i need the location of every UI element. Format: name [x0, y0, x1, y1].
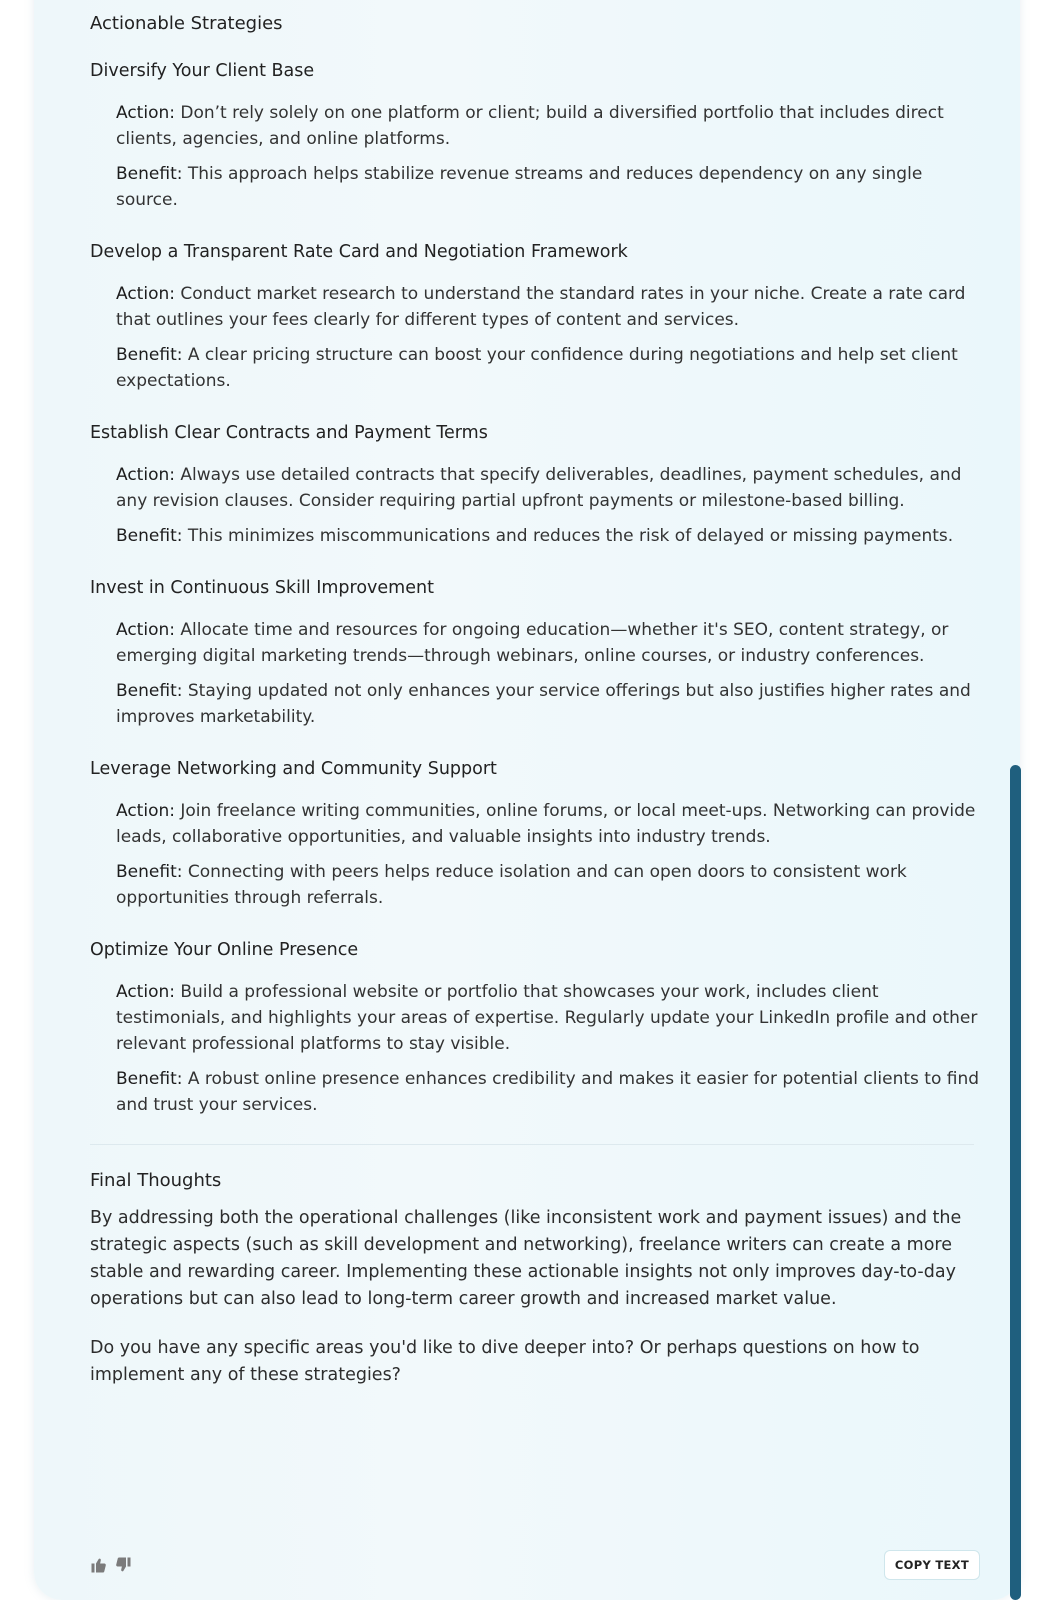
benefit-item — [116, 342, 986, 394]
benefit-label: Benefit: — [116, 1069, 183, 1089]
strategy-list — [116, 100, 986, 213]
final-paragraph: By addressing both the operational challenges (like inconsistent work and payment issues) and the strategic aspects (such as skill development and networking), freelance writers can create a more stable and rewarding career. Implementing these actionable insights not only improves day-to-day operations but can also lead to long-term career growth and increased market value. — [90, 1208, 962, 1309]
action-item — [116, 798, 986, 850]
action-text: Allocate time and resources for ongoing education—whether it's SEO, content strategy, or emerging digital marketing trends—through webinars, online courses, or industry conferences. — [116, 620, 949, 666]
action-item — [116, 100, 986, 152]
action-label: Action: — [116, 103, 175, 123]
message-content — [90, 10, 990, 1411]
strategy-title: Optimize Your Online Presence — [90, 940, 359, 960]
strategy-title: Develop a Transparent Rate Card and Negotiation Framework — [90, 242, 628, 262]
action-text: Don’t rely solely on one platform or client; build a diversified portfolio that includes direct clients, agencies, and online platforms. — [116, 103, 944, 149]
benefit-text: This minimizes miscommunications and reduces the risk of delayed or missing payments. — [187, 526, 954, 546]
benefit-label: Benefit: — [116, 862, 183, 882]
benefit-item — [116, 859, 986, 911]
strategy-title: Diversify Your Client Base — [90, 61, 315, 81]
action-text: Join freelance writing communities, online forums, or local meet-ups. Networking can provide leads, collaborative opportunities, and valuable insights into industry trends. — [116, 801, 976, 847]
benefit-text: A clear pricing structure can boost your confidence during negotiations and help set client expectations. — [116, 345, 958, 391]
strategy-list — [116, 462, 986, 549]
benefit-item — [116, 1066, 986, 1118]
action-text: Always use detailed contracts that specify deliverables, deadlines, payment schedules, and any revision clauses. Consider requiring partial upfront payments or milestone-based billing. — [116, 465, 962, 511]
benefit-item — [116, 523, 986, 549]
action-text: Conduct market research to understand the standard rates in your niche. Create a rate card that outlines your fees clearly for different types of content and services. — [116, 284, 966, 330]
action-label: Action: — [116, 465, 175, 485]
scrollbar-thumb[interactable] — [1010, 765, 1021, 1600]
final-thoughts-heading: Final Thoughts — [90, 1170, 222, 1191]
message-footer — [90, 1550, 980, 1586]
action-item — [116, 979, 986, 1057]
copy-text-button[interactable]: COPY TEXT — [884, 1550, 980, 1580]
benefit-item — [116, 678, 986, 730]
strategy-list — [116, 798, 986, 911]
benefit-label: Benefit: — [116, 345, 183, 365]
feedback-buttons — [90, 1556, 132, 1574]
strategy-list — [116, 979, 986, 1118]
benefit-text: A robust online presence enhances credibility and makes it easier for potential clients to find and trust your services. — [116, 1069, 980, 1115]
action-item — [116, 617, 986, 669]
thumbs-up-icon[interactable] — [90, 1556, 108, 1574]
action-label: Action: — [116, 982, 175, 1002]
action-item — [116, 281, 986, 333]
action-label: Action: — [116, 801, 175, 821]
action-label: Action: — [116, 284, 175, 304]
action-label: Action: — [116, 620, 175, 640]
benefit-text: Staying updated not only enhances your service offerings but also justifies higher rates and improves marketability. — [116, 681, 971, 727]
section-heading: Actionable Strategies — [90, 13, 283, 34]
thumbs-down-icon[interactable] — [114, 1556, 132, 1574]
benefit-text: This approach helps stabilize revenue streams and reduces dependency on any single source. — [116, 164, 923, 210]
strategy-list — [116, 617, 986, 730]
benefit-label: Benefit: — [116, 526, 183, 546]
action-text: Build a professional website or portfolio that showcases your work, includes client testimonials, and highlights your areas of expertise. Regularly update your LinkedIn profile and other relevant professional platforms to stay visible. — [116, 982, 978, 1054]
strategy-title: Leverage Networking and Community Support — [90, 759, 497, 779]
divider — [90, 1144, 974, 1145]
strategy-title: Establish Clear Contracts and Payment Terms — [90, 423, 488, 443]
benefit-item — [116, 161, 986, 213]
strategy-title: Invest in Continuous Skill Improvement — [90, 578, 434, 598]
benefit-label: Benefit: — [116, 164, 183, 184]
strategy-list — [116, 281, 986, 394]
benefit-label: Benefit: — [116, 681, 183, 701]
action-item — [116, 462, 986, 514]
follow-up-question: Do you have any specific areas you'd like to dive deeper into? Or perhaps questions on how to implement any of these strategies? — [90, 1338, 920, 1385]
benefit-text: Connecting with peers helps reduce isolation and can open doors to consistent work opportunities through referrals. — [116, 862, 907, 908]
